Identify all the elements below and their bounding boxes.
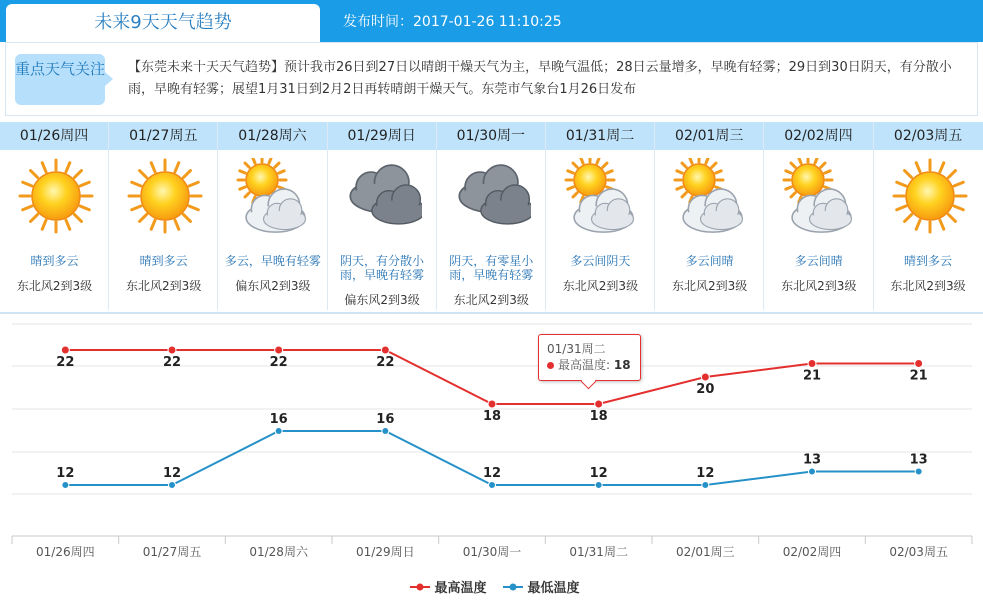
- high-temp-line: [65, 350, 918, 404]
- low-temp-label: 12: [162, 466, 182, 481]
- day-date: 01/31周二: [546, 122, 654, 150]
- legend-marker: [503, 581, 523, 593]
- high-temp-point: [701, 373, 709, 381]
- tooltip-value: 18: [613, 358, 631, 372]
- x-tick-label: 01/26周四: [36, 545, 95, 559]
- low-temp-point: [382, 428, 389, 435]
- day-description: 阴天，有零星小雨，早晚有轻雾: [449, 254, 534, 282]
- notice-badge: 重点天气关注: [15, 54, 105, 105]
- sunny-icon: [18, 158, 94, 234]
- high-temp-label: 22: [162, 355, 182, 370]
- x-tick-label: 02/02周四: [782, 545, 842, 559]
- notice-text: 【东莞未来十天天气趋势】预计我市26日到27日以晴朗干燥天气为主，早晚气温低；28日云量增多，早晚有轻雾；29日到30日阴天，有分散小雨，早晚有轻雾；展望1月31日到2月2日再转晴朗干燥天气。东莞市气象台1月26日发布: [128, 60, 952, 97]
- tooltip-label: 最高温度:: [558, 358, 611, 372]
- x-tick-label: 01/29周日: [356, 545, 415, 559]
- low-temp-point: [915, 468, 922, 475]
- temperature-chart: [0, 312, 983, 613]
- tooltip-series-dot: [547, 362, 554, 369]
- day-description: 多云间晴: [794, 254, 843, 268]
- forecast-days: [0, 122, 983, 310]
- overcast-icon: [455, 158, 531, 234]
- day-date: 01/30周一: [437, 122, 545, 150]
- forecast-tab[interactable]: 未来9天天气趋势: [6, 4, 320, 42]
- low-temp-label: 13: [909, 452, 928, 468]
- high-temp-point: [275, 346, 283, 354]
- low-temp-label: 13: [802, 452, 822, 468]
- high-temp-point: [915, 360, 923, 368]
- legend-label: 最高温度: [434, 581, 487, 596]
- day-date: 01/27周五: [109, 122, 217, 150]
- chart-tooltip: [538, 334, 641, 381]
- day-description: 晴到多云: [139, 254, 188, 268]
- notice-panel: [5, 42, 978, 116]
- day-description: 多云间晴: [685, 254, 734, 268]
- high-temp-point: [488, 400, 496, 408]
- day-wind: 偏东风2到3级: [235, 279, 311, 293]
- high-temp-label: 20: [696, 382, 715, 397]
- day-date: 01/26周四: [0, 122, 108, 150]
- low-temp-label: 12: [696, 466, 715, 481]
- day-card: [655, 122, 764, 310]
- day-wind: 东北风2到3级: [126, 279, 202, 293]
- day-wind: 东北风2到3级: [16, 279, 93, 293]
- day-description: 阴天，有分散小雨，早晚有轻雾: [340, 254, 425, 282]
- high-temp-point: [595, 400, 603, 408]
- legend-label: 最低温度: [527, 581, 580, 596]
- temperature-chart-svg: [0, 314, 983, 613]
- x-tick-label: 01/31周二: [569, 545, 628, 559]
- high-temp-label: 22: [269, 355, 288, 370]
- partly-cloudy-icon: [782, 158, 858, 234]
- sunny-icon: [127, 158, 203, 234]
- high-temp-label: 18: [482, 409, 502, 424]
- day-description: 晴到多云: [30, 254, 79, 268]
- x-tick-label: 01/28周六: [249, 545, 308, 559]
- low-temp-point: [595, 482, 602, 489]
- day-date: 01/29周日: [328, 122, 436, 150]
- partly-cloudy-icon: [236, 158, 312, 234]
- low-temp-point: [489, 482, 496, 489]
- high-temp-point: [61, 346, 69, 354]
- low-temp-point: [809, 468, 816, 475]
- day-card: [874, 122, 983, 310]
- sunny-icon: [892, 158, 968, 234]
- day-card: [328, 122, 437, 310]
- day-date: 02/01周三: [655, 122, 763, 150]
- high-temp-label: 21: [802, 368, 822, 384]
- day-date: 01/28周六: [218, 122, 326, 150]
- x-tick-label: 01/30周一: [462, 545, 522, 559]
- high-temp-label: 18: [589, 409, 608, 424]
- low-temp-label: 16: [376, 412, 395, 427]
- day-card: [437, 122, 546, 310]
- low-temp-point: [702, 482, 709, 489]
- day-wind: 东北风2到3级: [781, 279, 857, 293]
- day-description: 晴到多云: [903, 254, 952, 268]
- x-tick-label: 02/03周五: [889, 545, 948, 559]
- publish-label: 发布时间：: [343, 14, 413, 30]
- day-description: 多云，早晚有轻雾: [224, 254, 321, 268]
- high-temp-label: 22: [56, 355, 75, 370]
- day-card: [218, 122, 327, 310]
- partly-cloudy-icon: [564, 158, 640, 234]
- x-tick-label: 02/01周三: [676, 545, 735, 559]
- day-wind: 东北风2到3级: [890, 279, 966, 293]
- low-temp-label: 12: [482, 466, 502, 481]
- high-temp-label: 22: [376, 355, 395, 370]
- day-description: 多云间阴天: [570, 254, 631, 268]
- low-temp-point: [62, 482, 69, 489]
- low-temp-label: 16: [269, 412, 288, 427]
- day-wind: 东北风2到3级: [562, 279, 639, 293]
- low-temp-label: 12: [56, 466, 75, 481]
- legend-item-low[interactable]: [503, 577, 580, 596]
- partly-cloudy-icon: [673, 158, 749, 234]
- day-card: [764, 122, 873, 310]
- x-tick-label: 01/27周五: [142, 545, 202, 559]
- header-bar: [0, 0, 983, 42]
- high-temp-point: [808, 360, 816, 368]
- low-temp-point: [275, 428, 282, 435]
- tooltip-date: 01/31周二: [547, 342, 606, 356]
- publish-value: 2017-01-26 11:10:25: [413, 14, 562, 30]
- day-wind: 东北风2到3级: [453, 293, 529, 307]
- day-wind: 偏东风2到3级: [344, 293, 420, 307]
- publish-time: [343, 0, 562, 42]
- day-date: 02/03周五: [874, 122, 983, 150]
- day-date: 02/02周四: [764, 122, 872, 150]
- day-card: [109, 122, 218, 310]
- low-temp-point: [169, 482, 176, 489]
- day-card: [0, 122, 109, 310]
- low-temp-label: 12: [589, 466, 608, 481]
- high-temp-point: [168, 346, 176, 354]
- day-card: [546, 122, 655, 310]
- overcast-icon: [346, 158, 422, 234]
- legend-marker: [410, 581, 430, 593]
- high-temp-point: [381, 346, 389, 354]
- day-wind: 东北风2到3级: [671, 279, 748, 293]
- legend-item-high[interactable]: [410, 577, 487, 596]
- high-temp-label: 21: [909, 368, 928, 384]
